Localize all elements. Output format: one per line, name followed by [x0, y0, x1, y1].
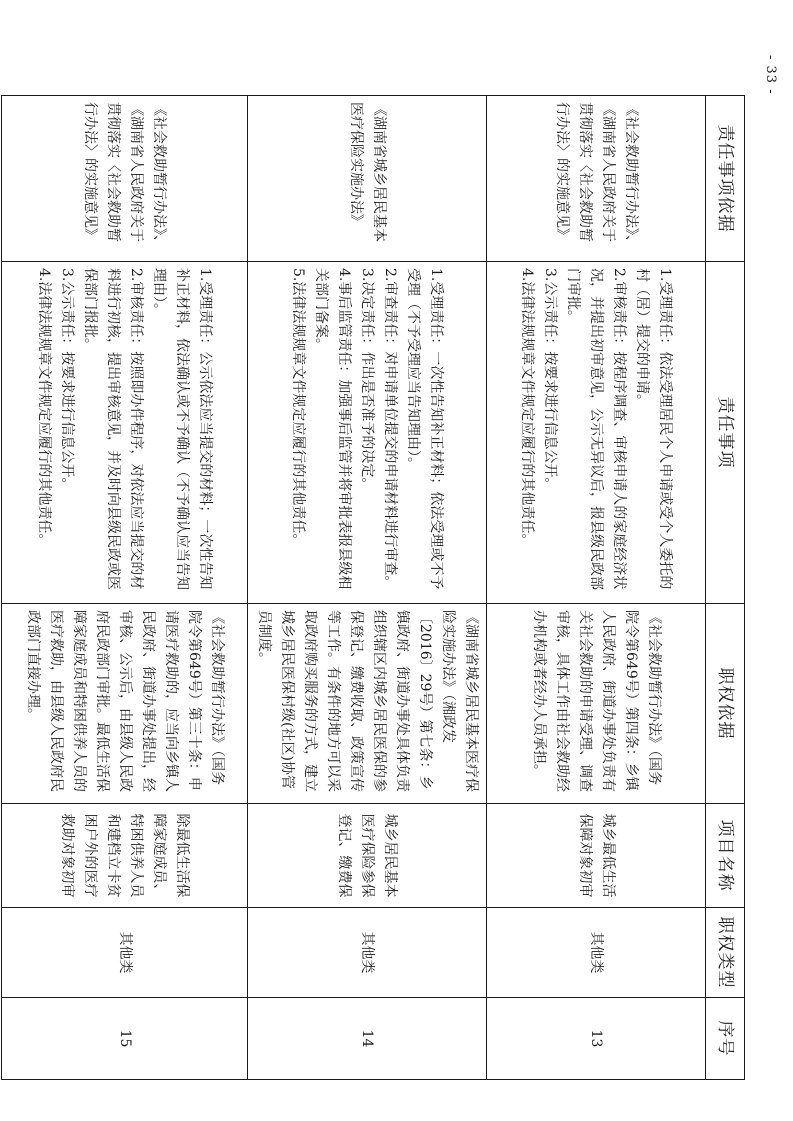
cell-type: 其他类	[2, 908, 248, 998]
duty-table	[1, 95, 745, 1080]
matter-line: 4.事后监管责任：加强事后监管并将审批表报县级相关部门备案。	[313, 268, 353, 590]
matter-line: 5.法律法规规章文件规定应履行的其他责任。	[290, 268, 307, 548]
matter-line: 2.审查责任：对申请单位提交的申请材料进行审查。	[382, 268, 399, 590]
cell-authority: 《湖南省城乡居民基本医疗保险实施办法》（湘政发〔2016〕29号）第七条：乡镇政府、街道办事处具体负责组织辖区内城乡居民医保的参保登记、缴费收取、政策宣传等工作。有条件的地方可以采取政府购买服务的方式，建立城乡居民医保村级(社区)协管员制度。	[248, 604, 487, 804]
cell-item-name: 城乡最低生活保障对象初审	[487, 804, 706, 908]
matter-line: 3.决定责任：作出是否准予的决定。	[359, 268, 376, 492]
matter-line: 3.公示责任：按要求进行信息公开。	[542, 268, 559, 492]
header-basis: 责任事项依据	[706, 96, 745, 262]
cell-basis: 《湖南省城乡居民基本医疗保险实施办法》	[248, 96, 487, 262]
page-number: - 33 -	[763, 55, 778, 95]
header-item-name: 项目名称	[706, 804, 745, 908]
cell-seq: 13	[487, 998, 706, 1080]
cell-authority: 《社会救助暂行办法》（国务院令第649号）第三十条：申请医疗救助的，应当向乡镇人民政府、街道办事处提出，经审核、公示后，由县级人民政府民政部门审批。最低生活保障家庭成员和特困供养人员的医疗救助，由县级人民政府民政部门直接办理。	[2, 604, 248, 804]
header-seq: 序号	[706, 998, 745, 1080]
cell-item-name: 城乡居民基本医疗保险参保登记、缴费保	[248, 804, 487, 908]
table-row	[487, 96, 706, 1080]
cell-basis: 《社会救助暂行办法》、《湖南省人民政府关于贯彻落实〈社会救助暂行办法〉的实施意见》	[2, 96, 248, 262]
table-row	[248, 96, 487, 1080]
header-matters: 责任事项	[706, 262, 745, 604]
matter-line: 2.审核责任：按程序调查、审核申请人的家庭经济状况，并提出初审意见，公示无异议后，报县级民政部门审批。	[565, 268, 628, 590]
cell-matters	[2, 262, 248, 604]
matter-line: 1.受理责任：公示依法应当提交的材料；一次性告知补正材料，依法确认或不予确认（不予确认应当告知理由）。	[151, 268, 214, 590]
cell-type: 其他类	[248, 908, 487, 998]
header-type: 职权类型	[706, 908, 745, 998]
cell-basis: 《社会救助暂行办法》、《湖南省人民政府关于贯彻落实〈社会救助暂行办法〉的实施意见》	[487, 96, 706, 262]
cell-seq: 15	[2, 998, 248, 1080]
cell-matters	[487, 262, 706, 604]
cell-type: 其他类	[487, 908, 706, 998]
header-authority: 职权依据	[706, 604, 745, 804]
matter-line: 3.公示责任：按要求进行信息公开。	[59, 268, 76, 492]
matter-line: 1.受理责任：依法受理居民个人申请或受个人委托的村（居）提交的申请。	[634, 268, 674, 590]
cell-matters	[248, 262, 487, 604]
matter-line: 4.法律法规规章文件规定应履行的其他责任。	[519, 268, 536, 548]
cell-seq: 14	[248, 998, 487, 1080]
matter-line: 1.受理责任：一次性告知补正材料；依法受理或不予受理（不予受理应当告知理由）。	[405, 268, 445, 590]
matter-line: 2.审核责任：按照即办件程序，对依法应当提交的材料进行初核，提出审核意见，并及时向县级民政或医保部门报批。	[82, 268, 145, 590]
cell-authority: 《社会救助暂行办法》（国务院令第649号）第四条：乡镇人民政府、街道办事处负责有关社会救助的申请受理、调查审核，具体工作由社会救助经办机构或者经办人员承担。	[487, 604, 706, 804]
cell-item-name: 除最低生活保障家庭成员、特困供养人员和建档立卡贫困户外的医疗救助对象初审	[2, 804, 248, 908]
table-header-row	[706, 96, 745, 1080]
matter-line: 4.法律法规规章文件规定应履行的其他责任。	[36, 268, 53, 548]
table-row	[2, 96, 248, 1080]
